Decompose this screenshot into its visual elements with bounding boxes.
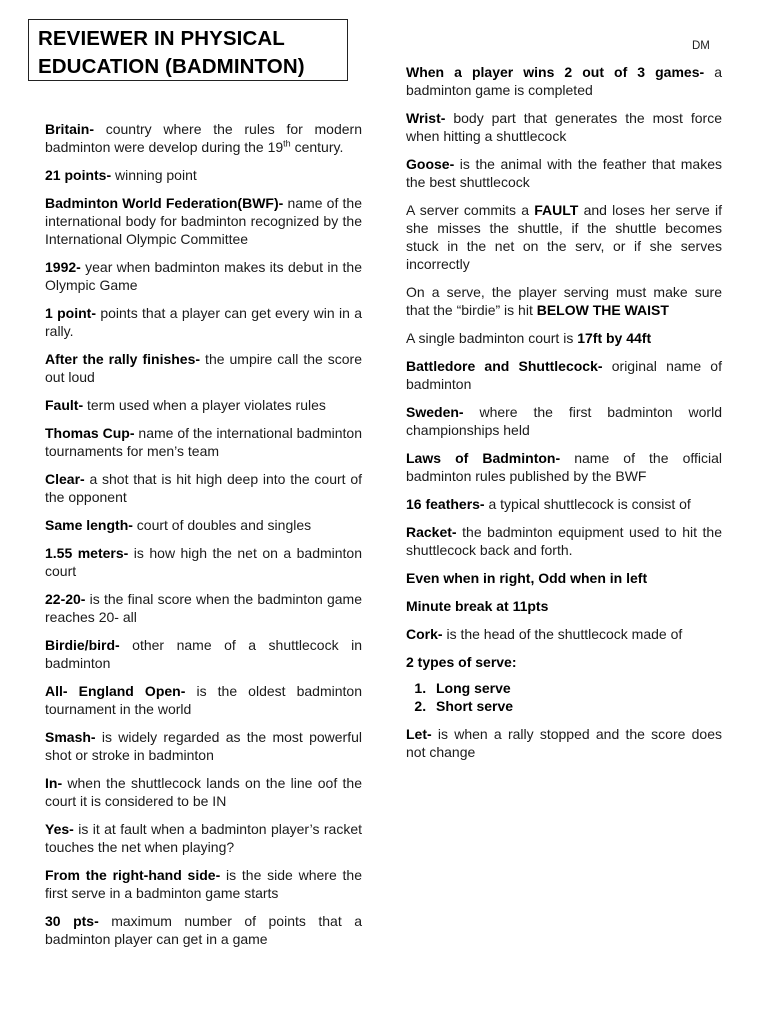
entry-key: 2 types of serve: — [406, 654, 517, 670]
entry-text: other name of a shuttlecock in badminton — [45, 637, 362, 671]
entry-all-england — [45, 682, 362, 718]
entry-key: 16 feathers- — [406, 496, 485, 512]
entry-text: year when badminton makes its debut in the Olympic Game — [45, 259, 362, 293]
entry-bwf — [45, 194, 362, 248]
superscript: th — [283, 138, 291, 149]
entry-server-fault — [406, 201, 722, 273]
entry-key: Sweden- — [406, 404, 464, 420]
entry-text: A single badminton court is — [406, 330, 578, 346]
entry-key: All- England Open- — [45, 683, 186, 699]
entry-britain — [45, 120, 362, 156]
right-column — [406, 63, 722, 771]
entry-key: Battledore and Shuttlecock- — [406, 358, 603, 374]
entry-key: Clear- — [45, 471, 85, 487]
entry-let — [406, 725, 722, 761]
entry-text: a badminton game is completed — [406, 64, 722, 98]
entry-text: is the head of the shuttlecock made of — [442, 626, 683, 642]
entry-original-name — [406, 357, 722, 393]
entry-key: After the rally finishes- — [45, 351, 201, 367]
entry-right-hand-side — [45, 866, 362, 902]
entry-fault — [45, 396, 362, 414]
entry-key: 1992- — [45, 259, 81, 275]
entry-key: Yes- — [45, 821, 74, 837]
entry-text: is the animal with the feather that makes the best shuttlecock — [406, 156, 722, 190]
entry-games — [406, 63, 722, 99]
entry-minute-break — [406, 597, 722, 615]
entry-text: points that a player can get every win in a rally. — [45, 305, 362, 339]
document-title-line-2: EDUCATION (BADMINTON) — [38, 55, 305, 78]
entry-text: the umpire call the score out loud — [45, 351, 363, 385]
entry-birdie — [45, 636, 362, 672]
entry-smash — [45, 728, 362, 764]
entry-key: BELOW THE WAIST — [536, 302, 669, 318]
list-item: 1. Long serve — [430, 679, 722, 697]
entry-wrist — [406, 109, 722, 145]
entry-thomas-cup — [45, 424, 362, 460]
entry-text: name of the official badminton rules published by the BWF — [406, 450, 722, 484]
entry-1992 — [45, 258, 362, 294]
entry-key: Birdie/bird- — [45, 637, 120, 653]
entry-key: Same length- — [45, 517, 133, 533]
entry-sweden — [406, 403, 722, 439]
entry-text-tail: and loses her serve if she misses the shuttle, if the shuttle becomes stuck in the net on the serv, or if she serves incorrectly — [406, 202, 722, 272]
entry-key: FAULT — [534, 202, 579, 218]
entry-text-tail: century. — [290, 139, 344, 155]
entry-text: a shot that is hit high deep into the court of the opponent — [45, 471, 362, 505]
entry-key: Laws of Badminton- — [406, 450, 561, 466]
entry-text: is widely regarded as the most powerful shot or stroke in badminton — [45, 729, 362, 763]
entry-key: Smash- — [45, 729, 96, 745]
entry-even-odd — [406, 569, 722, 587]
entry-text: original name of badminton — [406, 358, 722, 392]
entry-text: the badminton equipment used to hit the shuttlecock back and forth. — [406, 524, 722, 558]
entry-text: where the first badminton world championships held — [406, 404, 722, 438]
entry-key: Fault- — [45, 397, 84, 413]
entry-feathers — [406, 495, 722, 513]
entry-in — [45, 774, 362, 810]
entry-clear — [45, 470, 362, 506]
entry-30-pts — [45, 912, 362, 948]
entry-key: 17ft by 44ft — [577, 330, 652, 346]
document-title-line-1: REVIEWER IN PHYSICAL — [38, 27, 285, 50]
entry-same-length — [45, 516, 362, 534]
entry-key: Let- — [406, 726, 432, 742]
entry-key: Minute break at 11pts — [406, 598, 549, 614]
entry-key: Thomas Cup- — [45, 425, 135, 441]
entry-laws — [406, 449, 722, 485]
entry-yes — [45, 820, 362, 856]
entry-key: Racket- — [406, 524, 457, 540]
entry-key: 22-20- — [45, 591, 86, 607]
entry-text: On a serve, the player serving must make sure that the “birdie” is hit — [406, 284, 722, 318]
entry-net-height — [45, 544, 362, 580]
entry-after-rally — [45, 350, 362, 386]
entry-winning-point — [45, 166, 362, 184]
entry-text: winning point — [111, 167, 197, 183]
entry-key: When a player wins 2 out of 3 games- — [406, 64, 705, 80]
entry-key: Cork- — [406, 626, 443, 642]
left-column — [45, 120, 362, 958]
entry-key: 21 points- — [45, 167, 112, 183]
entry-text: is it at fault when a badminton player’s racket touches the net when playing? — [45, 821, 362, 855]
entry-key: Goose- — [406, 156, 455, 172]
entry-key: Even when in right, Odd when in left — [406, 570, 648, 586]
entry-text: court of doubles and singles — [132, 517, 312, 533]
entry-key: Wrist- — [406, 110, 446, 126]
entry-1-point — [45, 304, 362, 340]
entry-key: Britain- — [45, 121, 94, 137]
entry-text: is when a rally stopped and the score does not change — [406, 726, 722, 760]
entry-text: name of the international body for badminton recognized by the International Olympic Committee — [45, 195, 362, 247]
entry-key: 1 point- — [45, 305, 96, 321]
entry-text: is how high the net on a badminton court — [45, 545, 363, 579]
entry-key: From the right-hand side- — [45, 867, 221, 883]
serve-types-list — [406, 679, 722, 715]
entry-key: Badminton World Federation(BWF)- — [45, 195, 284, 211]
entry-cork — [406, 625, 722, 643]
entry-serve-height — [406, 283, 722, 319]
entry-court-size — [406, 329, 722, 347]
document-title-box — [28, 19, 348, 81]
entry-text: is the oldest badminton tournament in the world — [45, 683, 362, 717]
entry-key: 30 pts- — [45, 913, 99, 929]
list-item: 2. Short serve — [430, 697, 722, 715]
entry-serve-types-heading — [406, 653, 722, 671]
author-initials: DM — [692, 40, 710, 52]
entry-text: is the final score when the badminton game reaches 20- all — [45, 591, 362, 625]
entry-text: name of the international badminton tournaments for men’s team — [45, 425, 362, 459]
entry-text: is the side where the first serve in a badminton game starts — [45, 867, 362, 901]
entry-text: a typical shuttlecock is consist of — [484, 496, 691, 512]
entry-key: In- — [45, 775, 63, 791]
entry-final-score — [45, 590, 362, 626]
entry-racket — [406, 523, 722, 559]
entry-goose — [406, 155, 722, 191]
entry-text: country where the rules for modern badminton were develop during the 19 — [45, 121, 362, 155]
entry-key: 1.55 meters- — [45, 545, 129, 561]
entry-text: A server commits a — [406, 202, 535, 218]
entry-text: body part that generates the most force when hitting a shuttlecock — [406, 110, 722, 144]
entry-text: when the shuttlecock lands on the line oof the court it is considered to be IN — [45, 775, 362, 809]
entry-text: maximum number of points that a badminton player can get in a game — [45, 913, 362, 947]
entry-text: term used when a player violates rules — [83, 397, 326, 413]
